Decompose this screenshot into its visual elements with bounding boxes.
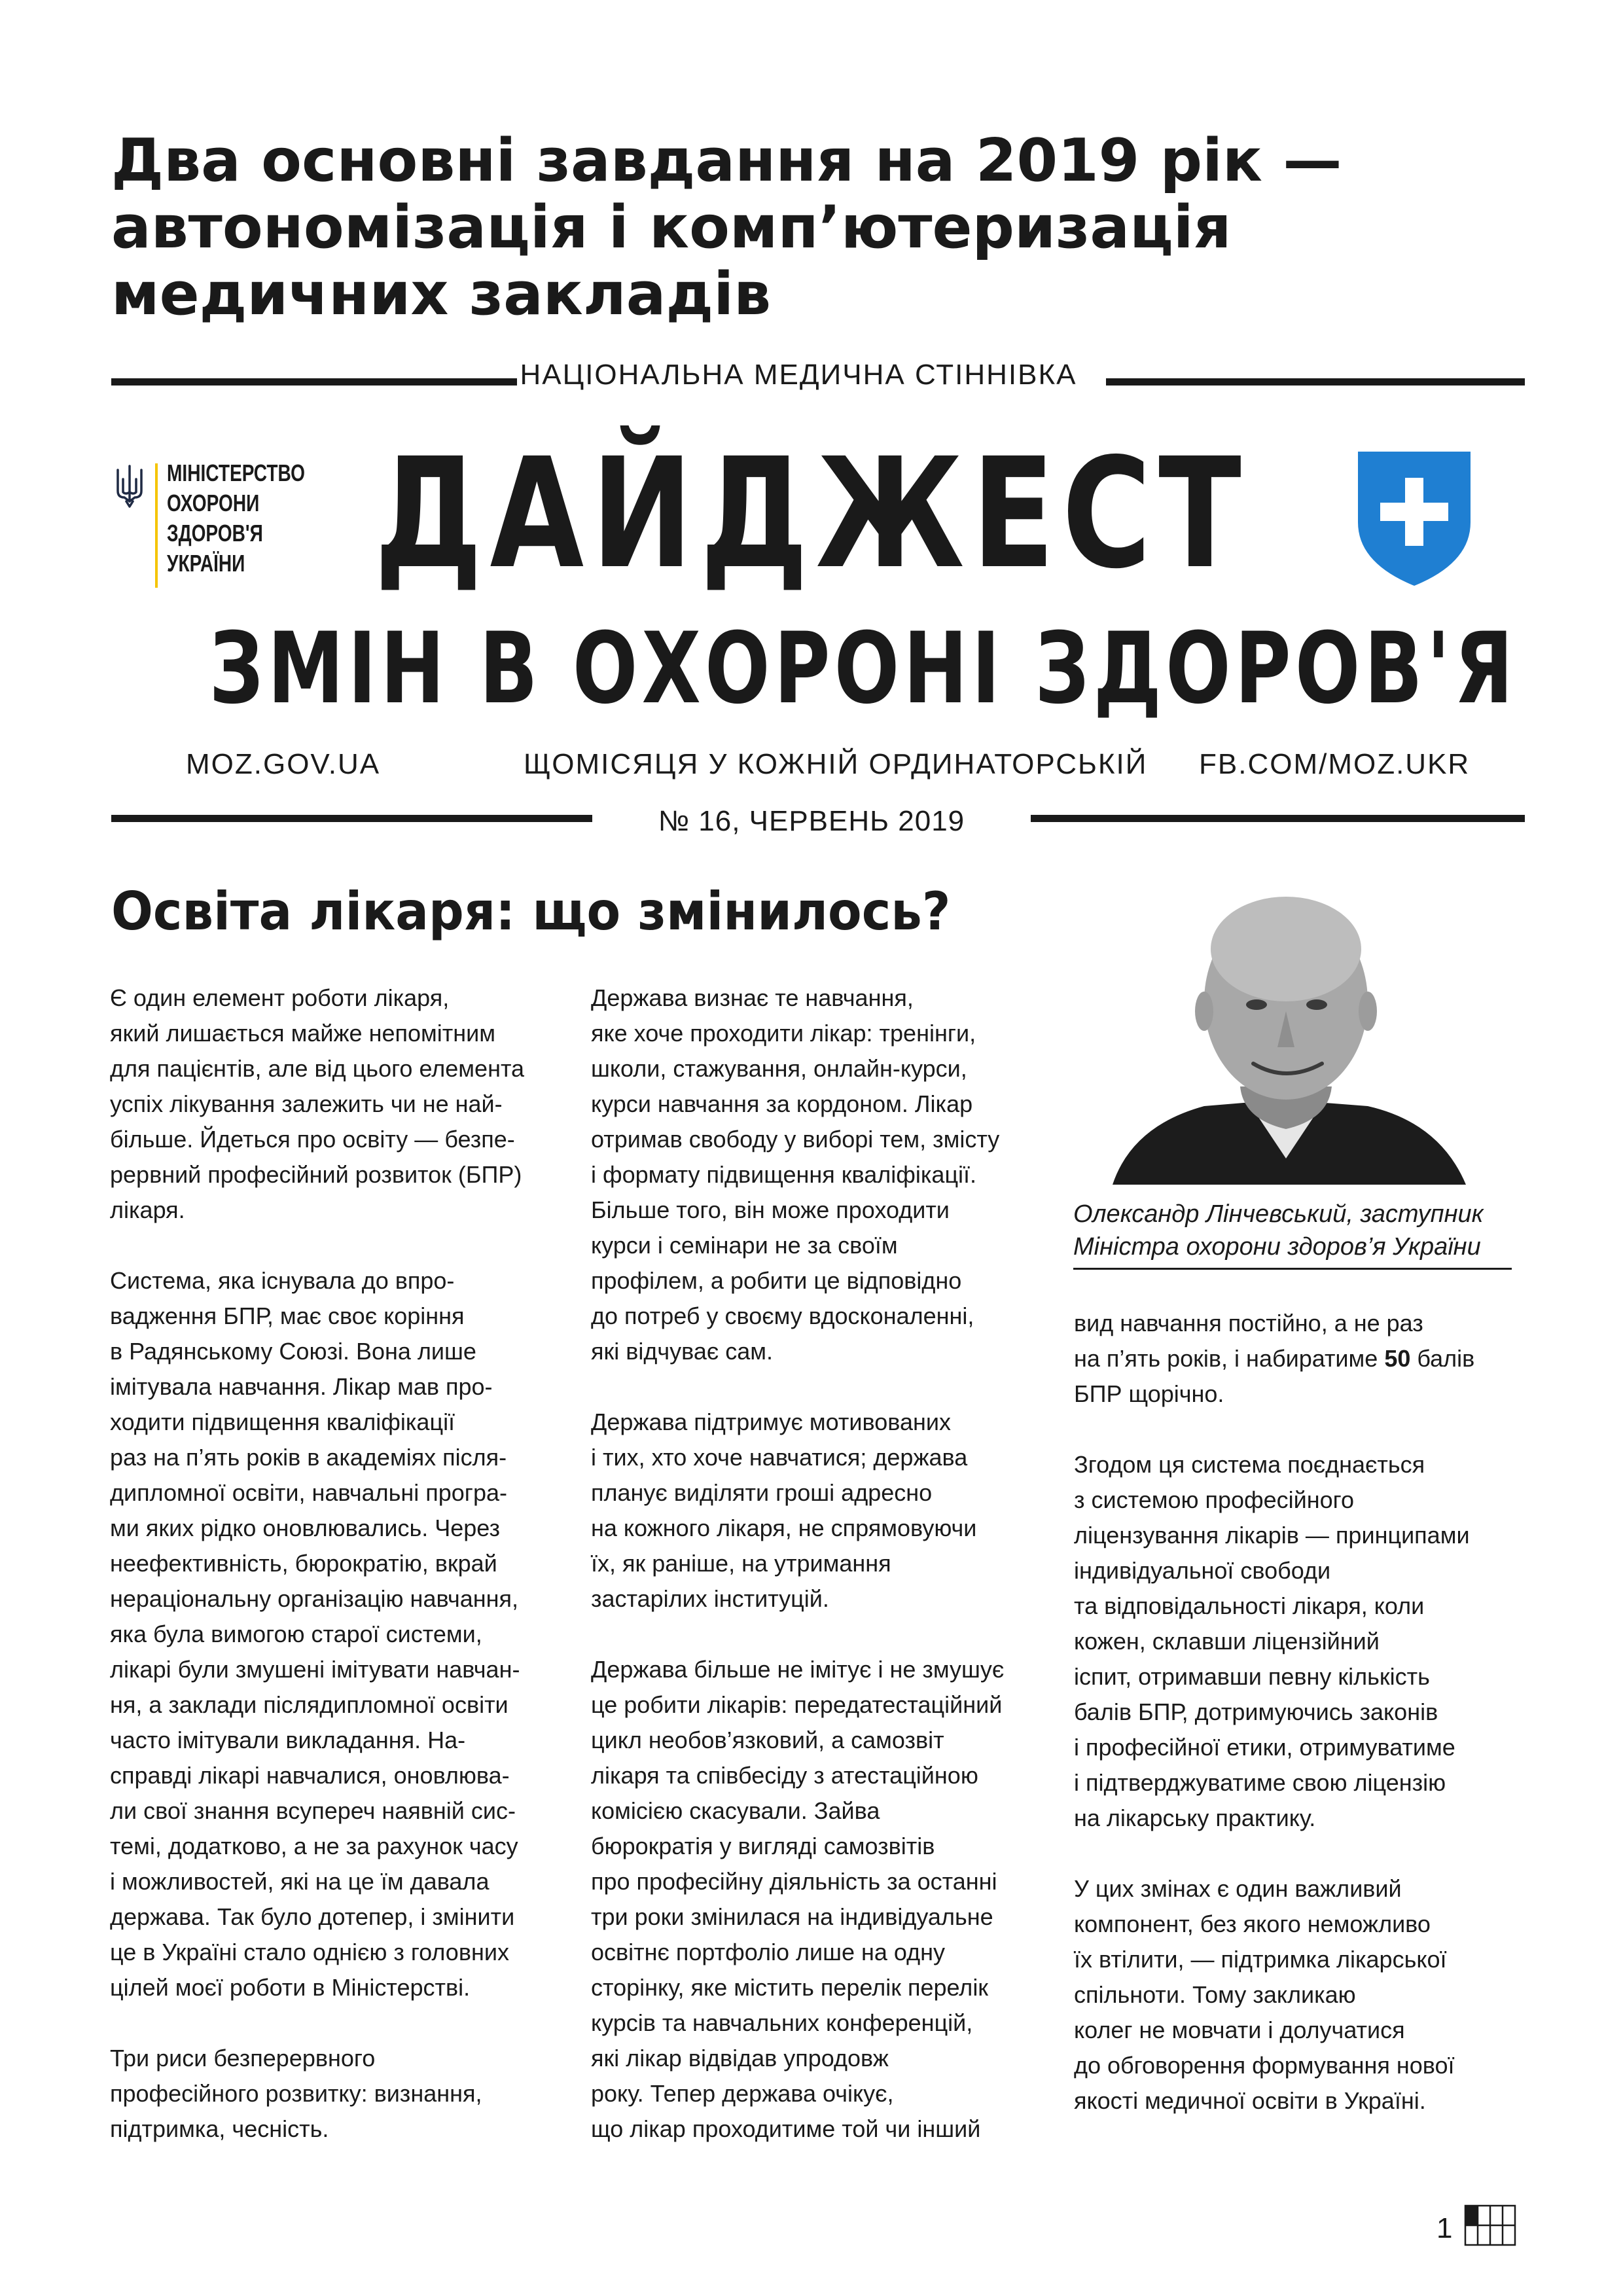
headline-line-2: автономізація і комп’ютеризація	[111, 193, 1232, 262]
article-paragraph: Згодом ця система поєднається з системою професійного ліцензування лікарів — принципами індивідуальної свободи та відповідальності лікаря, коли кожен, склавши ліцензійний іспит, отримавши певну кількість балів БПР, дотримуючись законів і професійної етики, отримуватиме і підтверджуватиме свою ліцензію на лікарську практику.	[1074, 1451, 1470, 1831]
ministry-accent-bar	[155, 463, 158, 588]
headline	[111, 128, 1525, 328]
caption-rule	[1073, 1268, 1512, 1270]
article-paragraph: Держава підтримує мотивованих і тих, хто хоче навчатися; держава планує виділяти гроші адресно на кожного лікаря, не спрямовуючи їх, як раніше, на утримання застарілих інституцій.	[591, 1408, 977, 1612]
article-paragraph: Держава більше не імітує і не змушує це робити лікарів: передатестаційний цикл необов’язковий, а самозвіт лікаря та співбесіду з атестаційною комісією скасували. Зайва бюрократія у вигляді самозвітів про професійну діяльність за останні три роки змінилася на індивідуальне освітнє портфоліо лише на одну сторінку, яке містить перелік перелік курсів та навчальних конференцій, які лікар відвідав упродовж року. Тепер держава очікує, що лікар проходитиме той чи інший	[591, 1656, 1005, 2142]
trident-icon	[115, 463, 145, 509]
article-column-1	[110, 980, 555, 2147]
masthead-rule-left	[111, 378, 517, 386]
article-paragraph: У цих змінах є один важливий компонент, без якого неможливо їх втілити, — підтримка лікарської спільноти. Тому закликаю колег не мовчати і долучатися до обговорення формування нової якості медичної освіти в Україні.	[1074, 1875, 1455, 2114]
ministry-name-line-2: ОХОРОНИ	[167, 490, 260, 516]
masthead-subtitle: ЗМІН В ОХОРОНІ ЗДОРОВ'Я	[209, 612, 1518, 726]
article-text: балів БПР щорічно.	[1074, 1345, 1475, 1407]
article-paragraph: Держава визнає те навчання, яке хоче проходити лікар: тренінги, школи, стажування, онлайн-курси, курси навчання за кордоном. Лікар отримав свободу у виборі тем, змісту і формату підвищення кваліфікації. Більше того, він може проходити курси і семінари не за своїм профілем, а робити це відповідно до потреб у своєму вдосконаленні, які відчуває сам.	[591, 984, 1000, 1365]
site-link-moz[interactable]: MOZ.GOV.UA	[186, 748, 381, 780]
headline-line-3: медичних закладів	[111, 260, 772, 329]
masthead-supertitle: НАЦІОНАЛЬНА МЕДИЧНА СТІННІВКА	[520, 359, 1077, 391]
grid-icon	[1464, 2204, 1516, 2246]
site-link-facebook[interactable]: FB.COM/MOZ.UKR	[1199, 748, 1471, 780]
author-portrait-photo	[1073, 870, 1499, 1185]
article-paragraph	[1074, 1306, 1519, 1412]
ministry-name-line-1: МІНІСТЕРСТВО	[167, 459, 305, 486]
article-text-bold: 50	[1384, 1345, 1411, 1372]
article-column-2	[591, 980, 1036, 2147]
masthead-tagline: ЩОМІСЯЦЯ У КОЖНІЙ ОРДИНАТОРСЬКІЙ	[524, 748, 1148, 780]
ministry-logo	[115, 458, 330, 589]
ministry-name-line-3: ЗДОРОВ'Я	[167, 520, 263, 547]
article-title: Освіта лікаря: що змінилось?	[111, 881, 951, 942]
photo-caption: Олександр Лінчевський, заступник Міністра охорони здоров’я України	[1073, 1200, 1484, 1261]
issue-number: № 16, ЧЕРВЕНЬ 2019	[658, 805, 965, 837]
article-column-3	[1074, 1306, 1519, 2119]
article-paragraph: Система, яка існувала до впро- вадження БПР, має своє коріння в Радянському Союзі. Вона лише імітувала навчання. Лікар мав про- ходити підвищення кваліфікації раз на п’ять років в академіях після- дипломної освіти, навчальні програ- ми яких рідко оновлювались. Через неефективність, бюрократію, вкрай нераціональну організацію навчання, яка була вимогою старої системи, лікарі були змушені імітувати навчан- ня, а заклади післядипломної освіти часто імітували викладання. На- справді лікарі навчалися, оновлюва- ли свої знання всупереч наявній сис- темі, додатково, а не за рахунок часу і можливостей, які на це їм давала держава. Так було дотепер, і змінити це в Україні стало однією з головних цілей моєї роботи в Міністерстві.	[110, 1267, 520, 2001]
masthead-rule-right	[1106, 378, 1525, 386]
article-paragraph: Є один елемент роботи лікаря, який лишається майже непомітним для пацієнтів, але від цього елемента успіх лікування залежить чи не най- більше. Йдеться про освіту — безпе- рервний професійний розвиток (БПР) лікаря.	[110, 984, 525, 1223]
issue-rule-left	[111, 815, 592, 822]
ministry-name-line-4: УКРАЇНИ	[167, 550, 245, 577]
article-text: вид навчання постійно, а не раз на п’ять років, і набиратиме	[1074, 1310, 1423, 1372]
page-number: 1	[1436, 2212, 1453, 2244]
issue-rule-right	[1031, 815, 1525, 822]
article-paragraph: Три риси безперервного професійного розвитку: визнання, підтримка, чесність.	[110, 2045, 482, 2142]
masthead-title: ДАЙДЖЕСТ	[374, 425, 1249, 602]
medical-cross-shield-icon	[1358, 452, 1471, 586]
headline-line-1: Два основні завдання на 2019 рік —	[111, 126, 1342, 195]
